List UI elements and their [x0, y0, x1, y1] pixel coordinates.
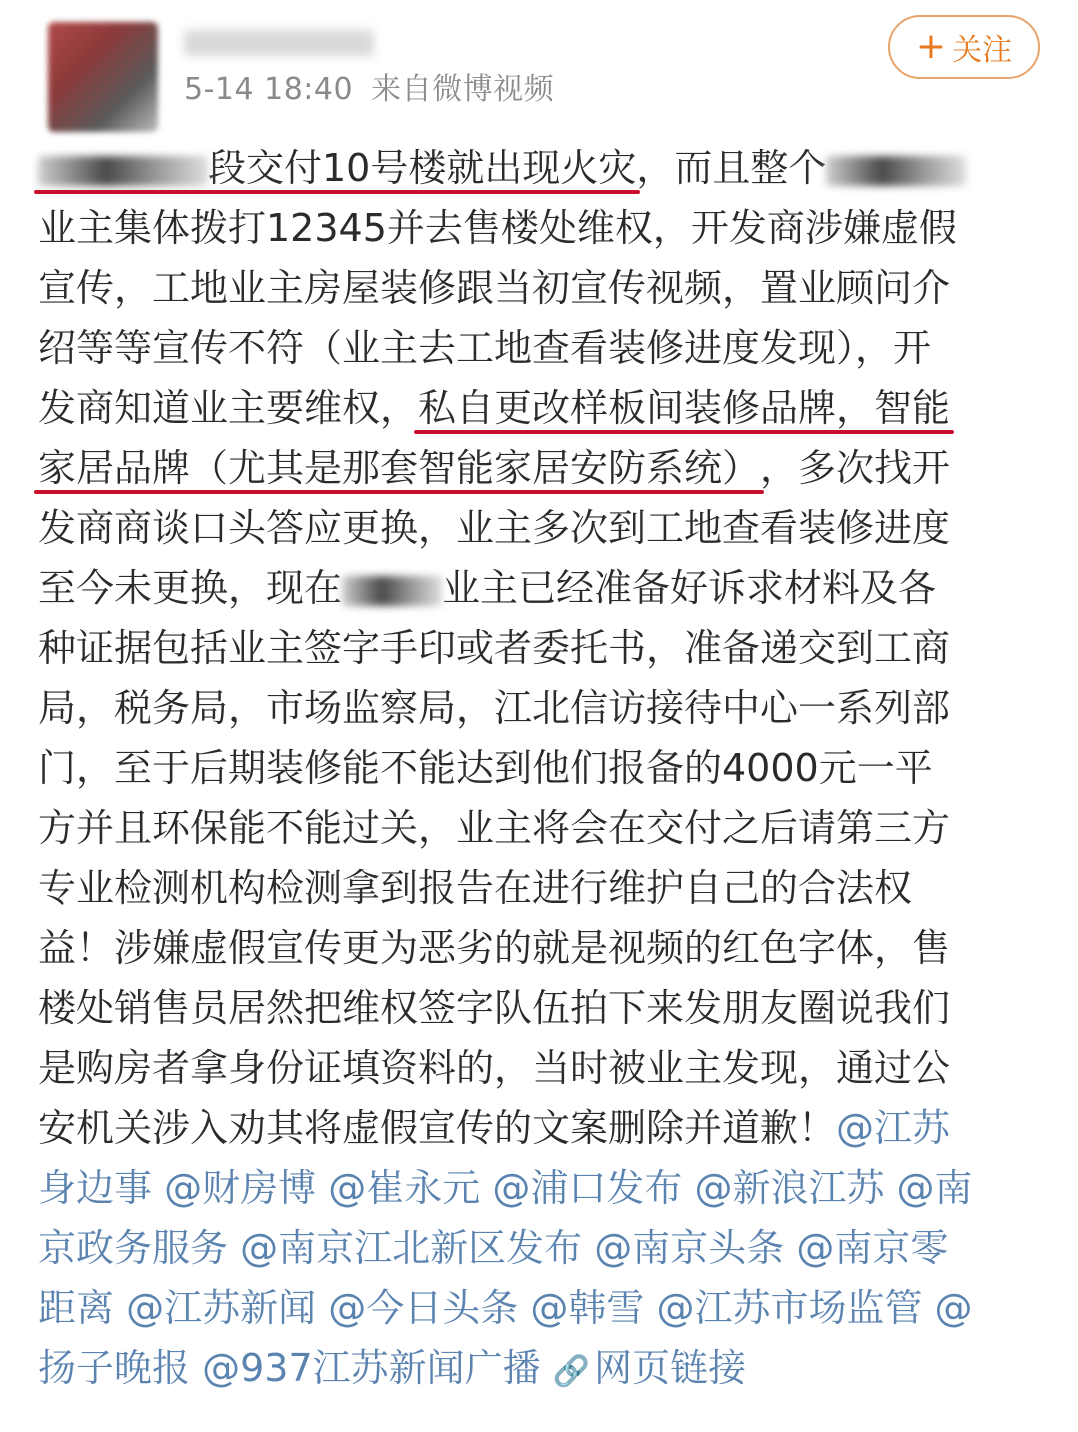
text-line: 门，至于后期装修能不能达到他们报备的4000元一平 — [38, 746, 933, 790]
web-link-label: 网页链接 — [594, 1346, 747, 1390]
mention-link[interactable]: @崔永元 — [328, 1166, 481, 1210]
post-source: 来自微博视频 — [371, 72, 555, 107]
mention-link[interactable]: @南京江北新区发布 — [240, 1226, 583, 1270]
web-link[interactable] — [553, 1346, 746, 1390]
text-segment: 发商知道业主要维权， — [38, 386, 419, 430]
text-line: 益！涉嫌虚假宣传更为恶劣的就是视频的红色字体，售 — [38, 926, 951, 970]
follow-button[interactable] — [888, 15, 1040, 79]
redacted-text — [38, 156, 208, 186]
mention-link[interactable]: 身边事 — [38, 1166, 153, 1210]
underlined-phrase: 私自更改样板间装修品牌，智能 — [418, 378, 950, 438]
mention-line — [38, 1338, 1048, 1398]
underlined-phrase — [38, 138, 636, 198]
mention-link[interactable]: @南 — [896, 1166, 973, 1210]
text-line: 局，税务局，市场监察局，江北信访接待中心一系列部 — [38, 686, 951, 730]
text-segment: 业主已经准备好诉求材料及各 — [442, 566, 937, 610]
text-segment: 安机关涉入劝其将虚假宣传的文案删除并道歉！ — [38, 1106, 837, 1150]
redacted-text — [342, 576, 442, 606]
post-body — [38, 138, 1048, 1398]
redacted-text — [826, 156, 966, 186]
text-line — [38, 138, 1048, 198]
mention-line — [38, 1158, 1048, 1218]
post-header — [0, 0, 1078, 130]
mention-link[interactable]: @南京零 — [796, 1226, 949, 1270]
mention-link[interactable]: @江苏市场监管 — [656, 1286, 923, 1330]
text-line: 专业检测机构检测拿到报告在进行维护自己的合法权 — [38, 866, 913, 910]
post-meta — [184, 64, 554, 108]
mention-line — [38, 1278, 1048, 1338]
text-segment: ，多次找开 — [760, 446, 951, 490]
mention-link[interactable]: @ — [934, 1286, 973, 1330]
text-segment: 段交付10号楼就出现火灾 — [208, 146, 637, 190]
text-line — [38, 378, 1048, 438]
mention-link[interactable]: 扬子晚报 — [38, 1346, 191, 1390]
plus-icon: + — [915, 26, 947, 67]
mention-link[interactable]: @南京头条 — [594, 1226, 785, 1270]
link-icon: 🔗 — [552, 1354, 591, 1389]
text-line: 发商商谈口头答应更换，业主多次到工地查看装修进度 — [38, 506, 951, 550]
underlined-phrase: 家居品牌（尤其是那套智能家居安防系统） — [38, 438, 760, 498]
mention-link[interactable]: @今日头条 — [328, 1286, 519, 1330]
mention-link[interactable]: @937江苏新闻广播 — [202, 1346, 541, 1390]
mention-link[interactable]: @韩雪 — [530, 1286, 645, 1330]
text-line — [38, 438, 1048, 498]
text-line: 楼处销售员居然把维权签字队伍拍下来发朋友圈说我们 — [38, 986, 951, 1030]
follow-label: 关注 — [952, 33, 1013, 68]
mention-line — [38, 1218, 1048, 1278]
mention-link[interactable]: @浦口发布 — [492, 1166, 683, 1210]
avatar[interactable] — [48, 22, 158, 132]
text-line — [38, 1098, 1048, 1158]
text-line: 绍等等宣传不符（业主去工地查看装修进度发现），开 — [38, 326, 932, 370]
text-line: 种证据包括业主签字手印或者委托书，准备递交到工商 — [38, 626, 951, 670]
text-segment: 至今未更换，现在 — [38, 566, 343, 610]
text-line — [38, 558, 1048, 618]
text-line: 是购房者拿身份证填资料的，当时被业主发现，通过公 — [38, 1046, 951, 1090]
username-redacted[interactable] — [184, 30, 374, 56]
text-line: 方并且环保能不能过关，业主将会在交付之后请第三方 — [38, 806, 951, 850]
text-line: 业主集体拨打12345并去售楼处维权，开发商涉嫌虚假 — [38, 206, 957, 250]
mention-link[interactable]: 距离 — [38, 1286, 115, 1330]
mention-link[interactable]: 京政务服务 — [38, 1226, 229, 1270]
text-segment: ，而且整个 — [636, 146, 827, 190]
mention-link[interactable]: @江苏新闻 — [126, 1286, 317, 1330]
mention-link[interactable]: @江苏 — [836, 1106, 951, 1150]
mention-link[interactable]: @财房博 — [164, 1166, 317, 1210]
post-time: 5-14 18:40 — [184, 72, 354, 107]
mention-link[interactable]: @新浪江苏 — [694, 1166, 885, 1210]
text-line: 宣传，工地业主房屋装修跟当初宣传视频，置业顾问介 — [38, 266, 951, 310]
